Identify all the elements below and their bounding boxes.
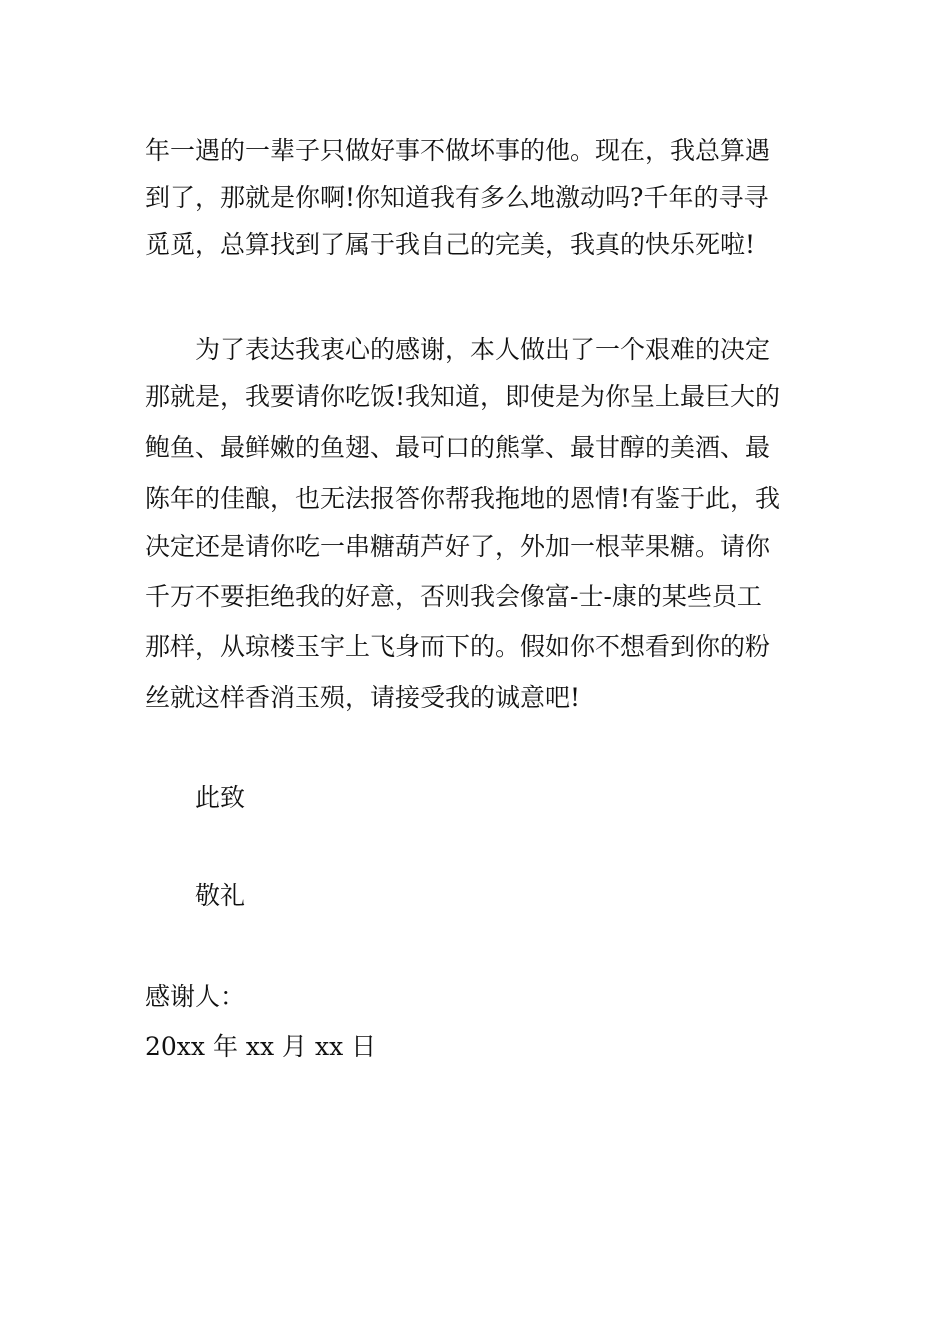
paragraph-2-line-6: 千万不要拒绝我的好意，否则我会像富-士-康的某些员工 — [145, 582, 762, 611]
closing-jing-li: 敬礼 — [195, 881, 246, 910]
closing-ci-zhi: 此致 — [195, 783, 246, 812]
paragraph-1-line-3: 觅觅，总算找到了属于我自己的完美，我真的快乐死啦! — [145, 230, 756, 259]
paragraph-2-line-1: 为了表达我衷心的感谢，本人做出了一个艰难的决定 — [195, 335, 771, 364]
paragraph-1-line-2: 到了，那就是你啊!你知道我有多么地激动吗?千年的寻寻 — [145, 183, 769, 212]
paragraph-2-line-5: 决定还是请你吃一串糖葫芦好了，外加一根苹果糖。请你 — [145, 532, 771, 561]
paragraph-2-line-8: 丝就这样香消玉殒，请接受我的诚意吧! — [145, 683, 581, 712]
paragraph-2-line-3: 鲍鱼、最鲜嫩的鱼翅、最可口的熊掌、最甘醇的美酒、最 — [145, 433, 771, 462]
letter-date: 20xx 年 xx 月 xx 日 — [145, 1032, 377, 1061]
paragraph-2-line-2: 那就是，我要请你吃饭!我知道，即使是为你呈上最巨大的 — [145, 382, 781, 411]
signature-label: 感谢人： — [145, 982, 246, 1011]
paragraph-1-line-1: 年一遇的一辈子只做好事不做坏事的他。现在，我总算遇 — [145, 136, 771, 165]
paragraph-2-line-4: 陈年的佳酿，也无法报答你帮我拖地的恩情!有鉴于此，我 — [145, 484, 781, 513]
paragraph-2-line-7: 那样，从琼楼玉宇上飞身而下的。假如你不想看到你的粉 — [145, 632, 771, 661]
